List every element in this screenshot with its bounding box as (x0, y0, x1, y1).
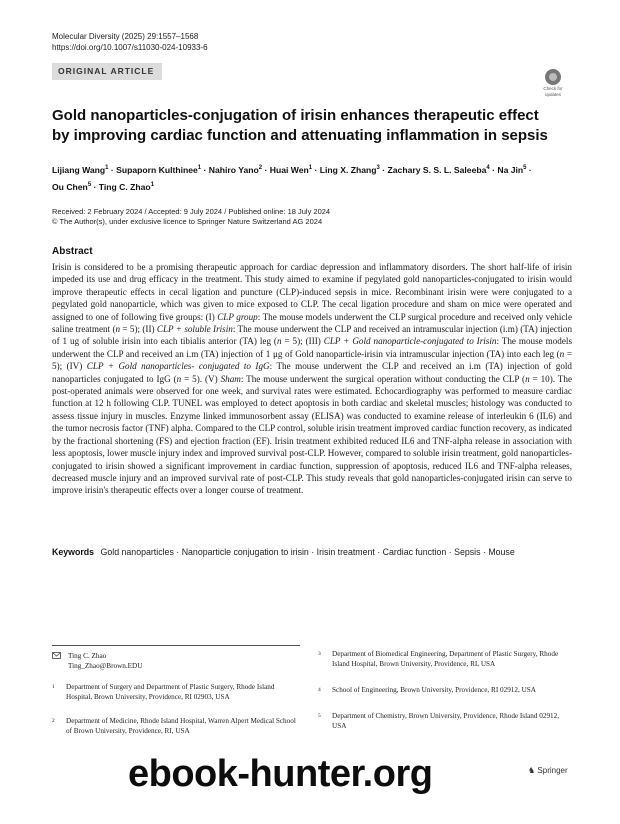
check-updates-icon (545, 69, 561, 85)
doi-link[interactable]: https://doi.org/10.1007/s11030-024-10933-6 (52, 43, 208, 52)
affiliation-1 (52, 682, 300, 712)
affiliation-text: Department of Surgery and Department of Plastic Surgery, Rhode Island Hospital, Brown University, Providence, RI 02903, USA (66, 683, 275, 701)
affiliation-4 (318, 685, 570, 705)
author-list: Lijiang Wang$^1$ · Supaporn Kulthinee$^1$ · Nahiro Yano$^2$ · Huai Wen$^1$ · Ling X. Zhang$^3$ · Zachary S. S. L. Saleeba$^4$ · Na Jin$^5$ · Ou Chen$^5$ · Ting C. Zhao$^1$ (52, 164, 532, 192)
keywords-line: Keywords Gold nanoparticles · Nanoparticle conjugation to irisin · Irisin treatment · Cardiac function · Sepsis · Mouse (52, 547, 515, 557)
article-type-label: ORIGINAL ARTICLE (58, 66, 155, 76)
keyword[interactable]: Sepsis (454, 547, 481, 557)
author[interactable]: Nahiro Yano$^2$ (208, 164, 263, 175)
publication-dates (52, 207, 330, 227)
check-updates-label: Check for updates (543, 86, 563, 97)
author[interactable]: Lijiang Wang$^1$ (52, 164, 109, 175)
affiliation-number: 1 (52, 684, 55, 690)
corresponding-author (52, 651, 300, 673)
keyword[interactable]: Nanoparticle conjugation to irisin (181, 547, 309, 557)
affiliation-text: School of Engineering, Brown University, Providence, RI 02912, USA (332, 686, 536, 694)
affiliation-3 (318, 649, 570, 679)
author[interactable]: Ling X. Zhang$^3$ (319, 164, 380, 175)
corresponding-author-name: Ting C. Zhao (68, 652, 107, 660)
copyright-line: © The Author(s), under exclusive licence to Springer Nature Switzerland AG 2024 (52, 217, 323, 226)
affiliation-number: 3 (318, 651, 321, 657)
affiliation-text: Department of Chemistry, Brown University, Providence, Rhode Island 02912, USA (332, 712, 560, 730)
author[interactable]: Supaporn Kulthinee$^1$ (116, 164, 202, 175)
corresponding-author-email[interactable]: Ting_Zhao@Brown.EDU (68, 662, 143, 670)
affiliation-number: 4 (318, 687, 321, 693)
keyword[interactable]: Cardiac function (382, 547, 447, 557)
author[interactable]: Huai Wen$^1$ (269, 164, 313, 175)
article-title: Gold nanoparticles-conjugation of irisin enhances therapeutic effect by improving cardiac function and attenuating inflammation in sepsis (52, 107, 548, 144)
footnote-divider (52, 645, 300, 646)
affiliation-number: 2 (52, 718, 55, 724)
journal-citation: Molecular Diversity (2025) 29:1557–1568 (52, 32, 199, 41)
affiliation-number: 5 (318, 713, 321, 719)
journal-header (52, 31, 208, 53)
publisher-horse-icon: ♞ (528, 766, 536, 775)
affiliation-5 (318, 711, 570, 731)
affiliation-2 (52, 716, 300, 746)
author[interactable]: Ting C. Zhao$^1$ (98, 181, 155, 192)
abstract-body: Irisin is considered to be a promising therapeutic approach for cardiac depression and inflammatory disorders. The short half-life of irisin impeded its use and drug efficacy in the treatment. This study aimed to examine if pegylated gold nanoparticles-conjugated to irisin would improve therapeutic effects in cecal ligation and puncture (CLP)-induced sepsis in mice. Recombinant irisin were were conjugated to a pegylated gold nanoparticle, which was given to mice exposed to CLP. The cecal ligation procedure and sham on mice were operated and assigned to one of following five groups: (I) CLP group: The mouse models underwent the CLP surgical procedure and received only vehicle saline treatment (n = 5); (II) CLP + soluble Irisin: The mouse underwent the CLP and received an intramuscular injection (i.m) (TA) injection of 1 ug of soluble irisin into each tibialis anterior (TA) leg (n = 5); (III) CLP + Gold nanoparticle-conjugated to Irisin: The mouse models underwent the CLP and received an i.m (TA) injection of 1 μg of Gold nanoparticle-irisin via intramuscular injection (TA) into each leg (n = 5); (IV) CLP + Gold nanoparticles- conjugated to IgG: The mouse underwent the CLP and received an i.m (TA) injection of gold nanoparticles conjugated to IgG (n = 5). (V) Sham: The mouse underwent the surgical operation without conducting the CLP (n = 10). The post-operated animals were observed for one week, and survival rates were estimated. Echocardiography was performed to measure cardiac function at 12 h following CLP. TUNEL was employed to detect apoptosis in both cardiac and skeletal muscles; histology was conducted to assess tissue injury in muscles. Enzyme linked immunosorbent assay (ELISA) was conducted to examine release of interleukin 6 (IL6) and the tumor necrosis factor (TNF) alpha. Compared to the CLP control, soluble irisin treatment improved cardiac function recovery, as indicated by the fractional shortening (FS) and ejection fraction (EF). Irisin treatment exhibited reduced IL6 and TNF-alpha release in association with less apoptosis, lower muscle injury index and improved survival post-CLP. However, compared to soluble irisin treatment, gold nanoparticles-conjugated to irisin showed a significant improvement in cardiac function, suppression of apoptosis, reduced IL6 and TNF-alpha releases, decreased muscle injury and an improved survival rate of post-CLP. This study reveals that gold nanoparticles-conjugated irisin can serve to improve irisin's therapeutic effects over a longer course of treatment. (52, 262, 573, 496)
keyword[interactable]: Irisin treatment (316, 547, 375, 557)
affiliation-text: Department of Biomedical Engineering, Department of Plastic Surgery, Rhode Island Hospital, Brown University, Providence, RI, USA (332, 650, 559, 668)
publisher-name: Springer (537, 766, 568, 775)
keyword[interactable]: Gold nanoparticles (100, 547, 174, 557)
received-accepted-published: Received: 2 February 2024 / Accepted: 9 July 2024 / Published online: 18 July 2024 (52, 207, 331, 216)
affiliation-text: Department of Medicine, Rhode Island Hospital, Warren Alpert Medical School of Brown University, Providence, RI, USA (66, 717, 296, 735)
author[interactable]: Zachary S. S. L. Saleeba$^4$ (387, 164, 490, 175)
author[interactable]: Na Jin$^5$ (497, 164, 527, 175)
keyword[interactable]: Mouse (488, 547, 515, 557)
keywords-label: Keywords (52, 547, 95, 557)
abstract-heading: Abstract (52, 246, 93, 257)
article-type-banner (52, 63, 162, 80)
envelope-icon (52, 652, 61, 659)
check-for-updates-badge[interactable] (536, 69, 570, 99)
watermark: ebook-hunter.org (128, 753, 433, 795)
author[interactable]: Ou Chen$^5$ (52, 181, 92, 192)
